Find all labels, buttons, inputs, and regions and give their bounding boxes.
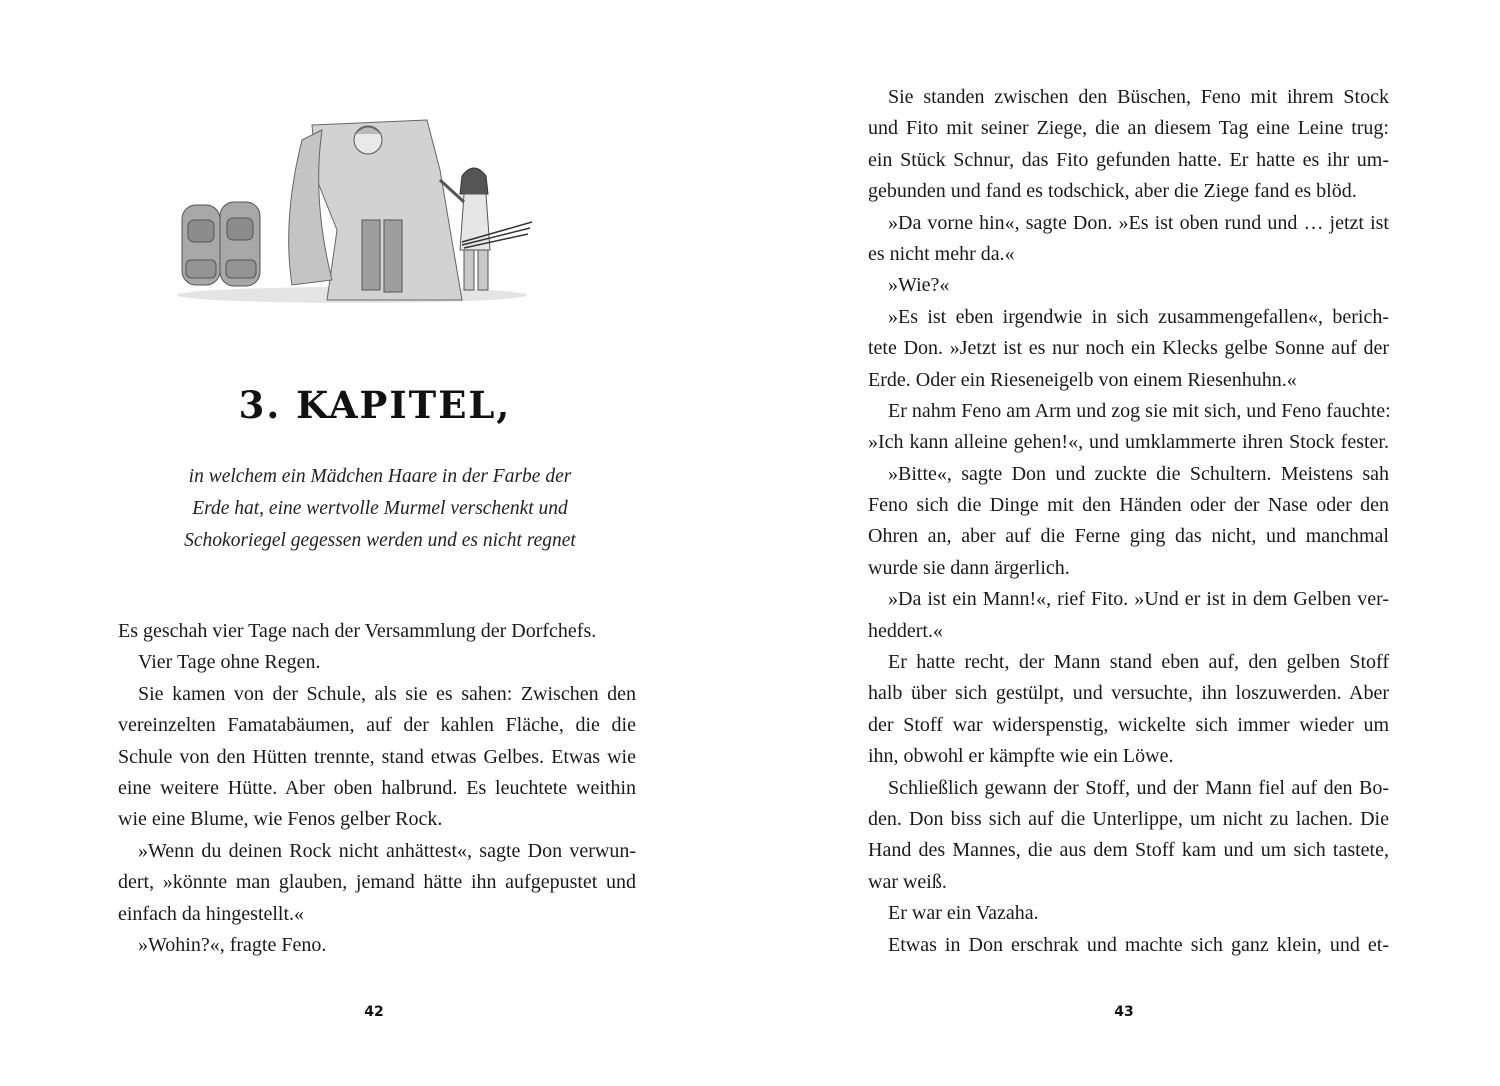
- text-line: heddert.«: [868, 619, 943, 642]
- chapter-title: 3. KAPITEL,: [238, 383, 512, 427]
- page-number: 42: [364, 1004, 384, 1020]
- subtitle-line: Erde hat, eine wertvolle Murmel verschenkt und: [192, 498, 568, 519]
- subtitle-line: in welchem ein Mädchen Haare in der Farbe der: [188, 466, 572, 487]
- text-line: war weiß.: [868, 870, 947, 893]
- text-line: Schließlich gewann der Stoff, und der Mann fiel auf den Bo-: [888, 776, 1389, 799]
- left-body-text: [118, 616, 636, 961]
- text-line: den. Don biss sich auf die Unterlippe, um nicht zu lachen. Die: [868, 807, 1389, 830]
- subtitle-line: Schokoriegel gegessen werden und es nicht regnet: [184, 530, 576, 551]
- text-line: Etwas in Don erschrak und machte sich ganz klein, und et-: [888, 933, 1389, 956]
- text-line: »Da ist ein Mann!«, rief Fito. »Und er ist in dem Gelben ver-: [888, 588, 1389, 611]
- text-line: gebunden und fand es todschick, aber die Ziege fand es blöd.: [868, 180, 1357, 203]
- text-line: Er hatte recht, der Mann stand eben auf, den gelben Stoff: [888, 651, 1389, 674]
- text-line: halb über sich gestülpt, und versuchte, ihn loszuwerden. Aber: [868, 682, 1389, 705]
- text-line: einfach da hingestellt.«: [118, 902, 305, 925]
- text-line: eine weitere Hütte. Aber oben halbrund. Es leuchtete weithin: [118, 776, 636, 799]
- text-line: der Stoff war widerspenstig, wickelte sich immer wieder um: [868, 713, 1389, 736]
- text-line: dert, »könnte man glauben, jemand hätte ihn aufgepustet und: [118, 871, 636, 894]
- text-line: ihn, obwohl er kämpfte wie ein Löwe.: [868, 745, 1174, 768]
- right-page: [750, 0, 1500, 1086]
- text-line: vereinzelten Famatabäumen, auf der kahlen Fläche, die die: [118, 714, 636, 737]
- text-line: »Wohin?«, fragte Feno.: [138, 933, 327, 956]
- text-line: »Wenn du deinen Rock nicht anhättest«, sagte Don verwun-: [138, 839, 636, 862]
- text-line: Sie kamen von der Schule, als sie es sahen: Zwischen den: [138, 682, 636, 705]
- chapter-subtitle: [170, 461, 590, 557]
- text-line: Schule von den Hütten trennte, stand etwas Gelbes. Etwas wie: [118, 745, 636, 768]
- text-line: Er nahm Feno am Arm und zog sie mit sich, und Feno fauchte:: [888, 399, 1391, 422]
- text-line: Er war ein Vazaha.: [888, 902, 1039, 925]
- text-line: wurde sie dann ärgerlich.: [868, 556, 1070, 579]
- page-number: 43: [1114, 1004, 1134, 1020]
- text-line: »Es ist eben irgendwie in sich zusammengefallen«, berich-: [888, 305, 1389, 328]
- text-line: »Ich kann alleine gehen!«, und umklammerte ihren Stock fester.: [868, 431, 1389, 454]
- text-line: tete Don. »Jetzt ist es nur noch ein Klecks gelbe Sonne auf der: [868, 337, 1389, 360]
- text-line: »Bitte«, sagte Don und zuckte die Schultern. Meistens sah: [888, 462, 1389, 485]
- text-line: Hand des Mannes, die aus dem Stoff kam und um sich tastete,: [868, 839, 1389, 862]
- text-line: und Fito mit seiner Ziege, die an diesem Tag eine Leine trug:: [868, 117, 1389, 140]
- text-line: Erde. Oder ein Rieseneigelb von einem Riesenhuhn.«: [868, 368, 1297, 391]
- text-line: Es geschah vier Tage nach der Versammlung der Dorfchefs.: [118, 620, 597, 642]
- text-line: Sie standen zwischen den Büschen, Feno mit ihrem Stock: [888, 86, 1389, 108]
- text-line: ein Stück Schnur, das Fito gefunden hatte. Er hatte es ihr um-: [868, 148, 1389, 171]
- text-line: wie eine Blume, wie Fenos gelber Rock.: [118, 808, 443, 831]
- text-line: Vier Tage ohne Regen.: [138, 651, 321, 674]
- text-line: »Wie?«: [888, 274, 950, 297]
- text-line: Feno sich die Dinge mit den Händen oder der Nase oder den: [868, 494, 1389, 517]
- right-body-text: [868, 82, 1389, 961]
- text-line: es nicht mehr da.«: [868, 242, 1015, 265]
- text-line: »Da vorne hin«, sagte Don. »Es ist oben rund und … jetzt ist: [888, 211, 1389, 234]
- text-line: Ohren an, aber auf die Ferne ging das nicht, und manchmal: [868, 525, 1389, 548]
- chapter-illustration: [172, 110, 534, 310]
